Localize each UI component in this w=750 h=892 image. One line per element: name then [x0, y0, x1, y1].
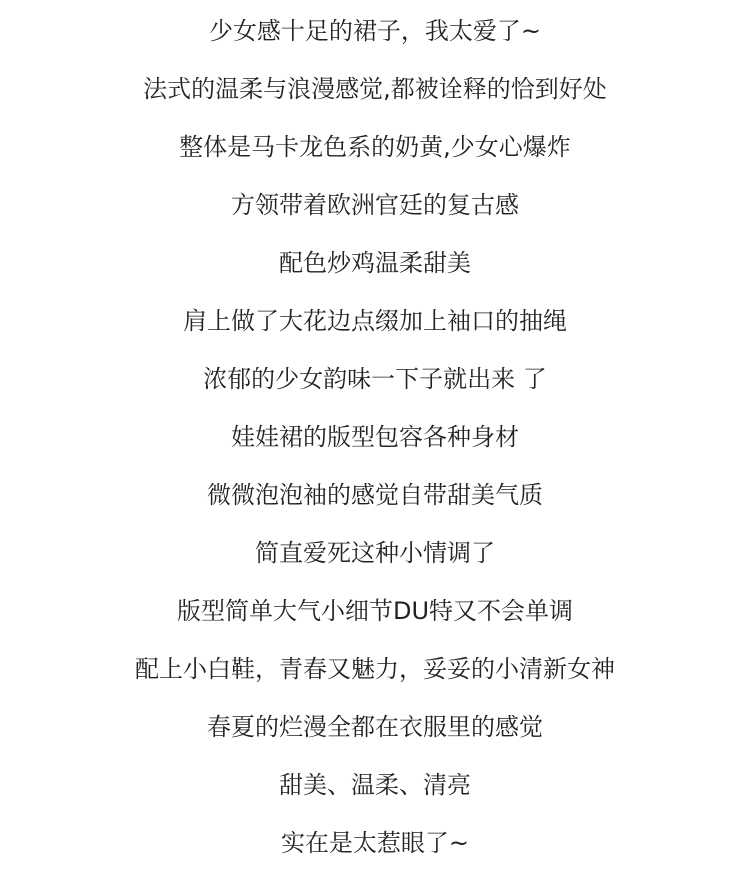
- description-line-5: 配色炒鸡温柔甜美: [279, 249, 471, 277]
- description-line-13: 春夏的烂漫全都在衣服里的感觉: [207, 713, 543, 741]
- description-line-9: 微微泡泡袖的感觉自带甜美气质: [207, 481, 543, 509]
- description-line-14: 甜美、温柔、清亮: [279, 771, 471, 799]
- description-line-4: 方领带着欧洲官廷的复古感: [231, 191, 519, 219]
- description-line-1: 少女感十足的裙子，我太爱了~: [208, 17, 542, 45]
- description-line-15: 实在是太惹眼了~: [280, 829, 470, 857]
- description-line-8: 娃娃裙的版型包容各种身材: [231, 423, 519, 451]
- description-line-12: 配上小白鞋，青春又魅力，妥妥的小清新女神: [135, 655, 615, 683]
- description-line-2: 法式的温柔与浪漫感觉,都被诠释的恰到好处: [143, 75, 607, 103]
- description-line-10: 简直爱死这种小情调了: [255, 539, 495, 567]
- description-line-3: 整体是马卡龙色系的奶黄,少女心爆炸: [179, 133, 571, 161]
- description-line-11: 版型简单大气小细节DU特又不会单调: [176, 597, 574, 625]
- description-line-6: 肩上做了大花边点缀加上袖口的抽绳: [183, 307, 567, 335]
- description-line-7: 浓郁的少女韵味一下子就出来 了: [203, 365, 547, 393]
